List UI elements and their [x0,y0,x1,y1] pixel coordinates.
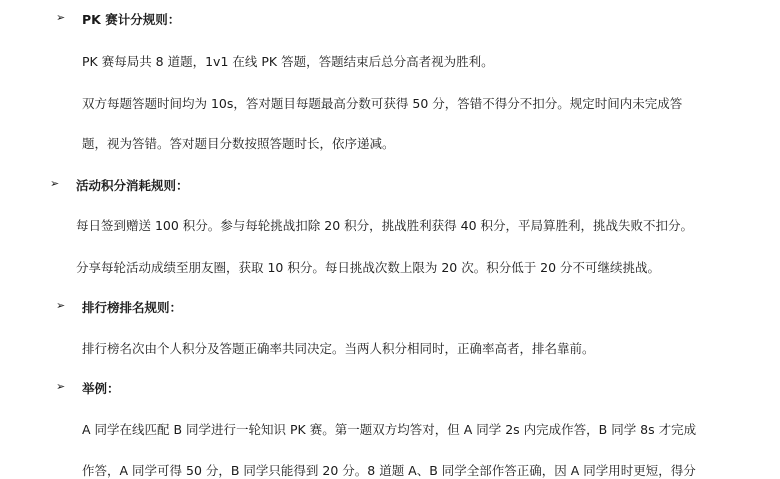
paragraph-line: 每日签到赠送 100 积分。参与每轮挑战扣除 20 积分，挑战胜利获得 40 积分，平局算胜利，挑战失败不扣分。 [76,218,694,233]
section-heading: 排行榜排名规则： [82,300,183,315]
bullet-arrow-icon: ➢ [56,380,66,393]
paragraph-line: A 同学在线匹配 B 同学进行一轮知识 PK 赛。第一题双方均答对，但 A 同学 2s 内完成作答，B 同学 8s 才完成 [82,422,697,437]
paragraph-line: 作答，A 同学可得 50 分，B 同学只能得到 20 分。8 道题 A、B 同学全部作答正确，因 A 同学用时更短，得分 [82,463,696,478]
paragraph-line: 分享每轮活动成绩至朋友圈，获取 10 积分。每日挑战次数上限为 20 次。积分低于 20 分不可继续挑战。 [76,260,661,275]
section-heading: PK 赛计分规则： [82,12,181,27]
section-heading: 举例： [82,381,120,396]
bullet-arrow-icon: ➢ [56,11,66,24]
bullet-arrow-icon: ➢ [50,177,60,190]
paragraph-line: 排行榜名次由个人积分及答题正确率共同决定。当两人积分相同时，正确率高者，排名靠前。 [82,341,595,356]
paragraph-line: 双方每题答题时间均为 10s，答对题目每题最高分数可获得 50 分，答错不得分不扣分。规定时间内未完成答 [82,96,683,111]
paragraph-line: PK 赛每局共 8 道题，1v1 在线 PK 答题，答题结束后总分高者视为胜利。 [82,54,494,69]
section-heading: 活动积分消耗规则： [76,178,189,193]
paragraph-line: 题，视为答错。答对题目分数按照答题时长，依序递减。 [82,136,395,151]
bullet-arrow-icon: ➢ [56,299,66,312]
